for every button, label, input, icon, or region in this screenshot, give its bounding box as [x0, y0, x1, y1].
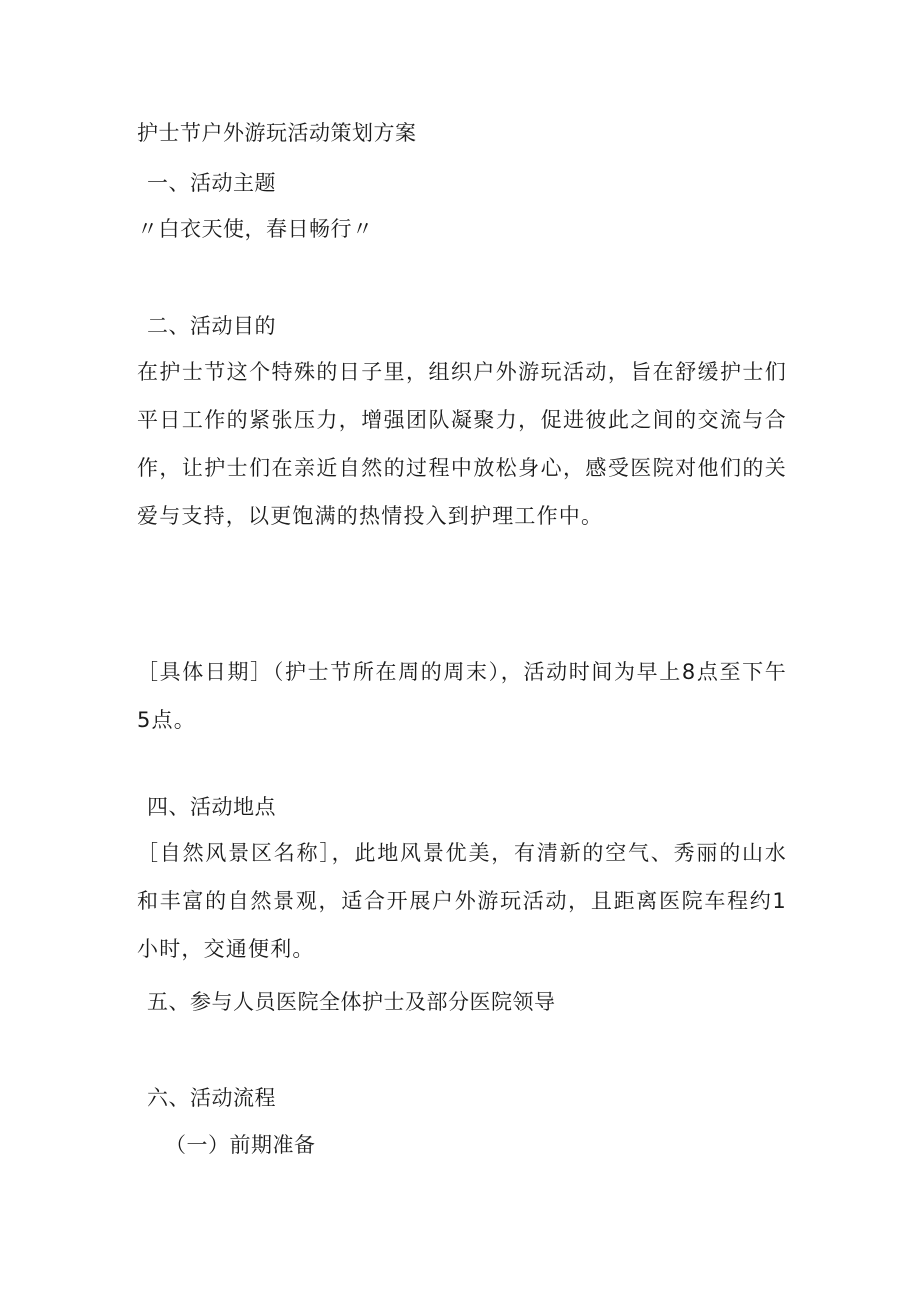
section-body-theme: 〃白衣天使，春日畅行〃 — [137, 217, 374, 241]
section-heading-participants: 五、参与人员医院全体护士及部分医院领导 — [147, 990, 556, 1014]
subheading-preparation: （一）前期准备 — [165, 1133, 316, 1157]
document-title: 护士节户外游玩活动策划方案 — [137, 121, 417, 145]
section-heading-purpose: 二、活动目的 — [147, 314, 276, 338]
section-heading-location: 四、活动地点 — [147, 795, 276, 819]
section-body-purpose: 在护士节这个特殊的日子里，组织户外游玩活动，旨在舒缓护士们平日工作的紧张压力，增强团队凝聚力，促进彼此之间的交流与合作，让护士们在亲近自然的过程中放松身心，感受医院对他们的关爱与支持，以更饱满的热情投入到护理工作中。 — [137, 360, 787, 528]
section-heading-process: 六、活动流程 — [147, 1086, 276, 1110]
section-body-time: ［具体日期］（护士节所在周的周末），活动时间为早上8点至下午5点。 — [137, 660, 787, 732]
section-body-location: ［自然风景区名称］，此地风景优美，有清新的空气、秀丽的山水和丰富的自然景观，适合开展户外游玩活动，且距离医院车程约1小时，交通便利。 — [137, 841, 787, 961]
section-heading-theme: 一、活动主题 — [147, 171, 276, 195]
